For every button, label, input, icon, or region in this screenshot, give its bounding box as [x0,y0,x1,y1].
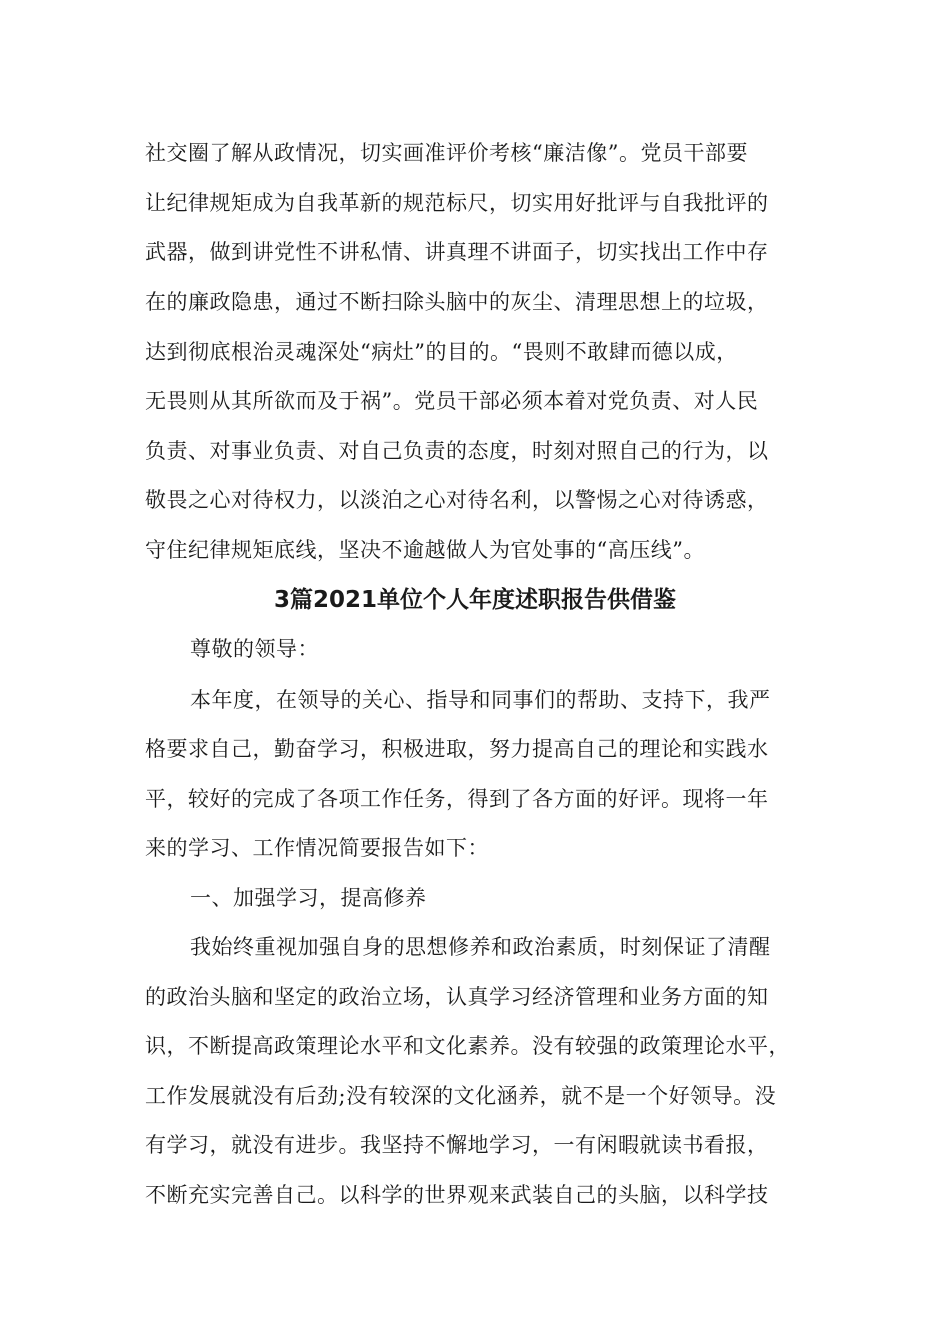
body-text-line: 来的学习、工作情况简要报告如下： [145,836,489,860]
body-text-line: 的政治头脑和坚定的政治立场，认真学习经济管理和业务方面的知 [145,985,769,1009]
body-text-line: 敬畏之心对待权力，以淡泊之心对待名利，以警惕之心对待诱惑， [145,488,769,512]
document-heading: 3篇2021单位个人年度述职报告供借鉴 [273,587,677,613]
body-text-line: 负责、对事业负责、对自己负责的态度，时刻对照自己的行为，以 [145,439,769,463]
body-text-line: 识，不断提高政策理论水平和文化素养。没有较强的政策理论水平， [145,1034,790,1058]
salutation: 尊敬的领导： [190,637,319,661]
body-text-line: 守住纪律规矩底线，坚决不逾越做人为官处事的“高压线”。 [145,538,705,562]
body-text-line: 平，较好的完成了各项工作任务，得到了各方面的好评。现将一年 [145,787,769,811]
section-title: 一、加强学习，提高修养 [190,886,427,910]
body-text-line: 无畏则从其所欲而及于祸”。党员干部必须本着对党负责、对人民 [145,389,759,413]
body-text-line: 武器，做到讲党性不讲私情、讲真理不讲面子，切实找出工作中存 [145,240,769,264]
body-text-line: 不断充实完善自己。以科学的世界观来武装自己的头脑，以科学技 [145,1183,769,1207]
body-text-line: 达到彻底根治灵魂深处“病灶”的目的。“畏则不敢肆而德以成， [145,340,738,364]
body-text-line: 本年度，在领导的关心、指导和同事们的帮助、支持下，我严 [190,688,771,712]
body-text-line: 我始终重视加强自身的思想修养和政治素质，时刻保证了清醒 [190,935,771,959]
body-text-line: 有学习，就没有进步。我坚持不懈地学习，一有闲暇就读书看报， [145,1133,769,1157]
body-text-line: 社交圈了解从政情况，切实画准评价考核“廉洁像”。党员干部要 [145,141,748,165]
body-text-line: 工作发展就没有后劲;没有较深的文化涵养，就不是一个好领导。没 [145,1084,777,1108]
body-text-line: 格要求自己，勤奋学习，积极进取，努力提高自己的理论和实践水 [145,737,769,761]
body-text-line: 让纪律规矩成为自我革新的规范标尺，切实用好批评与自我批评的 [145,191,769,215]
body-text-line: 在的廉政隐患，通过不断扫除头脑中的灰尘、清理思想上的垃圾， [145,290,769,314]
